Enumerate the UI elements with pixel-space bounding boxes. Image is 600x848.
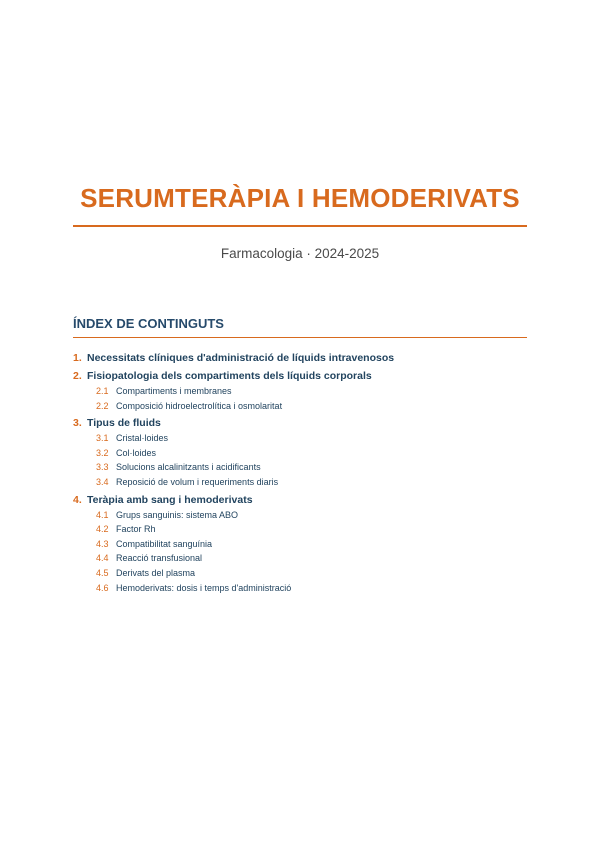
toc-subsection-number: 3.3 (96, 462, 109, 473)
toc-subsection-number: 3.4 (96, 476, 109, 487)
toc-subsection-4-3[interactable] (73, 537, 527, 552)
toc-subsection-title: Grups sanguinis: sistema ABO (116, 509, 239, 520)
document-title: SERUMTERÀPIA I HEMODERIVATS (80, 183, 520, 213)
toc-subsection-4-2[interactable] (73, 522, 527, 537)
table-of-contents (73, 351, 527, 595)
toc-subsection-4-5[interactable] (73, 566, 527, 581)
toc-subsection-number: 3.2 (96, 447, 109, 458)
toc-section-number: 1. (73, 352, 82, 364)
toc-subsection-3-3[interactable] (73, 460, 527, 475)
toc-subsection-2-2[interactable] (73, 399, 527, 414)
toc-subsection-title: Cristal·loides (116, 433, 169, 444)
toc-subsection-4-1[interactable] (73, 508, 527, 523)
toc-section-number: 3. (73, 417, 82, 430)
toc-subsection-title: Reacció transfusional (116, 553, 203, 564)
toc-subsection-3-1[interactable] (73, 431, 527, 446)
toc-subsection-number: 2.2 (96, 400, 109, 411)
toc-heading: ÍNDEX DE CONTINGUTS (73, 316, 224, 331)
toc-subsection-number: 4.5 (96, 567, 109, 578)
toc-subsection-title: Hemoderivats: dosis i temps d'administració (116, 582, 292, 593)
toc-section-1[interactable] (73, 351, 527, 366)
toc-subsection-3-2[interactable] (73, 446, 527, 461)
toc-subsection-title: Col·loides (116, 447, 157, 458)
toc-subsection-number: 4.1 (96, 509, 109, 520)
toc-section-title: Necessitats clíniques d'administració de líquids intravenosos (87, 352, 395, 364)
toc-subsection-2-1[interactable] (73, 384, 527, 399)
toc-section-3[interactable] (73, 416, 527, 431)
toc-subsection-title: Derivats del plasma (116, 567, 196, 578)
toc-subsection-title: Solucions alcalinitzants i acidificants (116, 462, 261, 473)
toc-section-2[interactable] (73, 369, 527, 384)
toc-subsection-4-6[interactable] (73, 581, 527, 596)
toc-section-4[interactable] (73, 493, 527, 508)
toc-divider (73, 337, 527, 338)
toc-subsection-4-4[interactable] (73, 551, 527, 566)
toc-section-title: Fisiopatologia dels compartiments dels líquids corporals (87, 370, 372, 382)
toc-subsection-3-4[interactable] (73, 475, 527, 490)
toc-subsection-number: 4.3 (96, 538, 109, 549)
toc-section-number: 4. (73, 493, 82, 506)
toc-subsection-title: Compartiments i membranes (116, 386, 232, 396)
toc-subsection-title: Factor Rh (116, 524, 156, 535)
toc-subsection-title: Composició hidroelectrolítica i osmolaritat (116, 400, 283, 411)
document-subtitle: Farmacologia · 2024-2025 (220, 246, 380, 261)
toc-subsection-title: Compatibilitat sanguínia (116, 538, 213, 549)
toc-subsection-number: 4.6 (96, 582, 109, 593)
toc-section-number: 2. (73, 370, 82, 382)
title-divider (73, 225, 527, 227)
toc-subsection-title: Reposició de volum i requeriments diaris (116, 476, 279, 487)
toc-section-title: Tipus de fluids (87, 417, 161, 430)
toc-subsection-number: 2.1 (96, 386, 109, 396)
toc-subsection-number: 4.4 (96, 553, 109, 564)
toc-subsection-number: 4.2 (96, 524, 109, 535)
toc-section-title: Teràpia amb sang i hemoderivats (87, 493, 253, 506)
toc-subsection-number: 3.1 (96, 433, 109, 444)
